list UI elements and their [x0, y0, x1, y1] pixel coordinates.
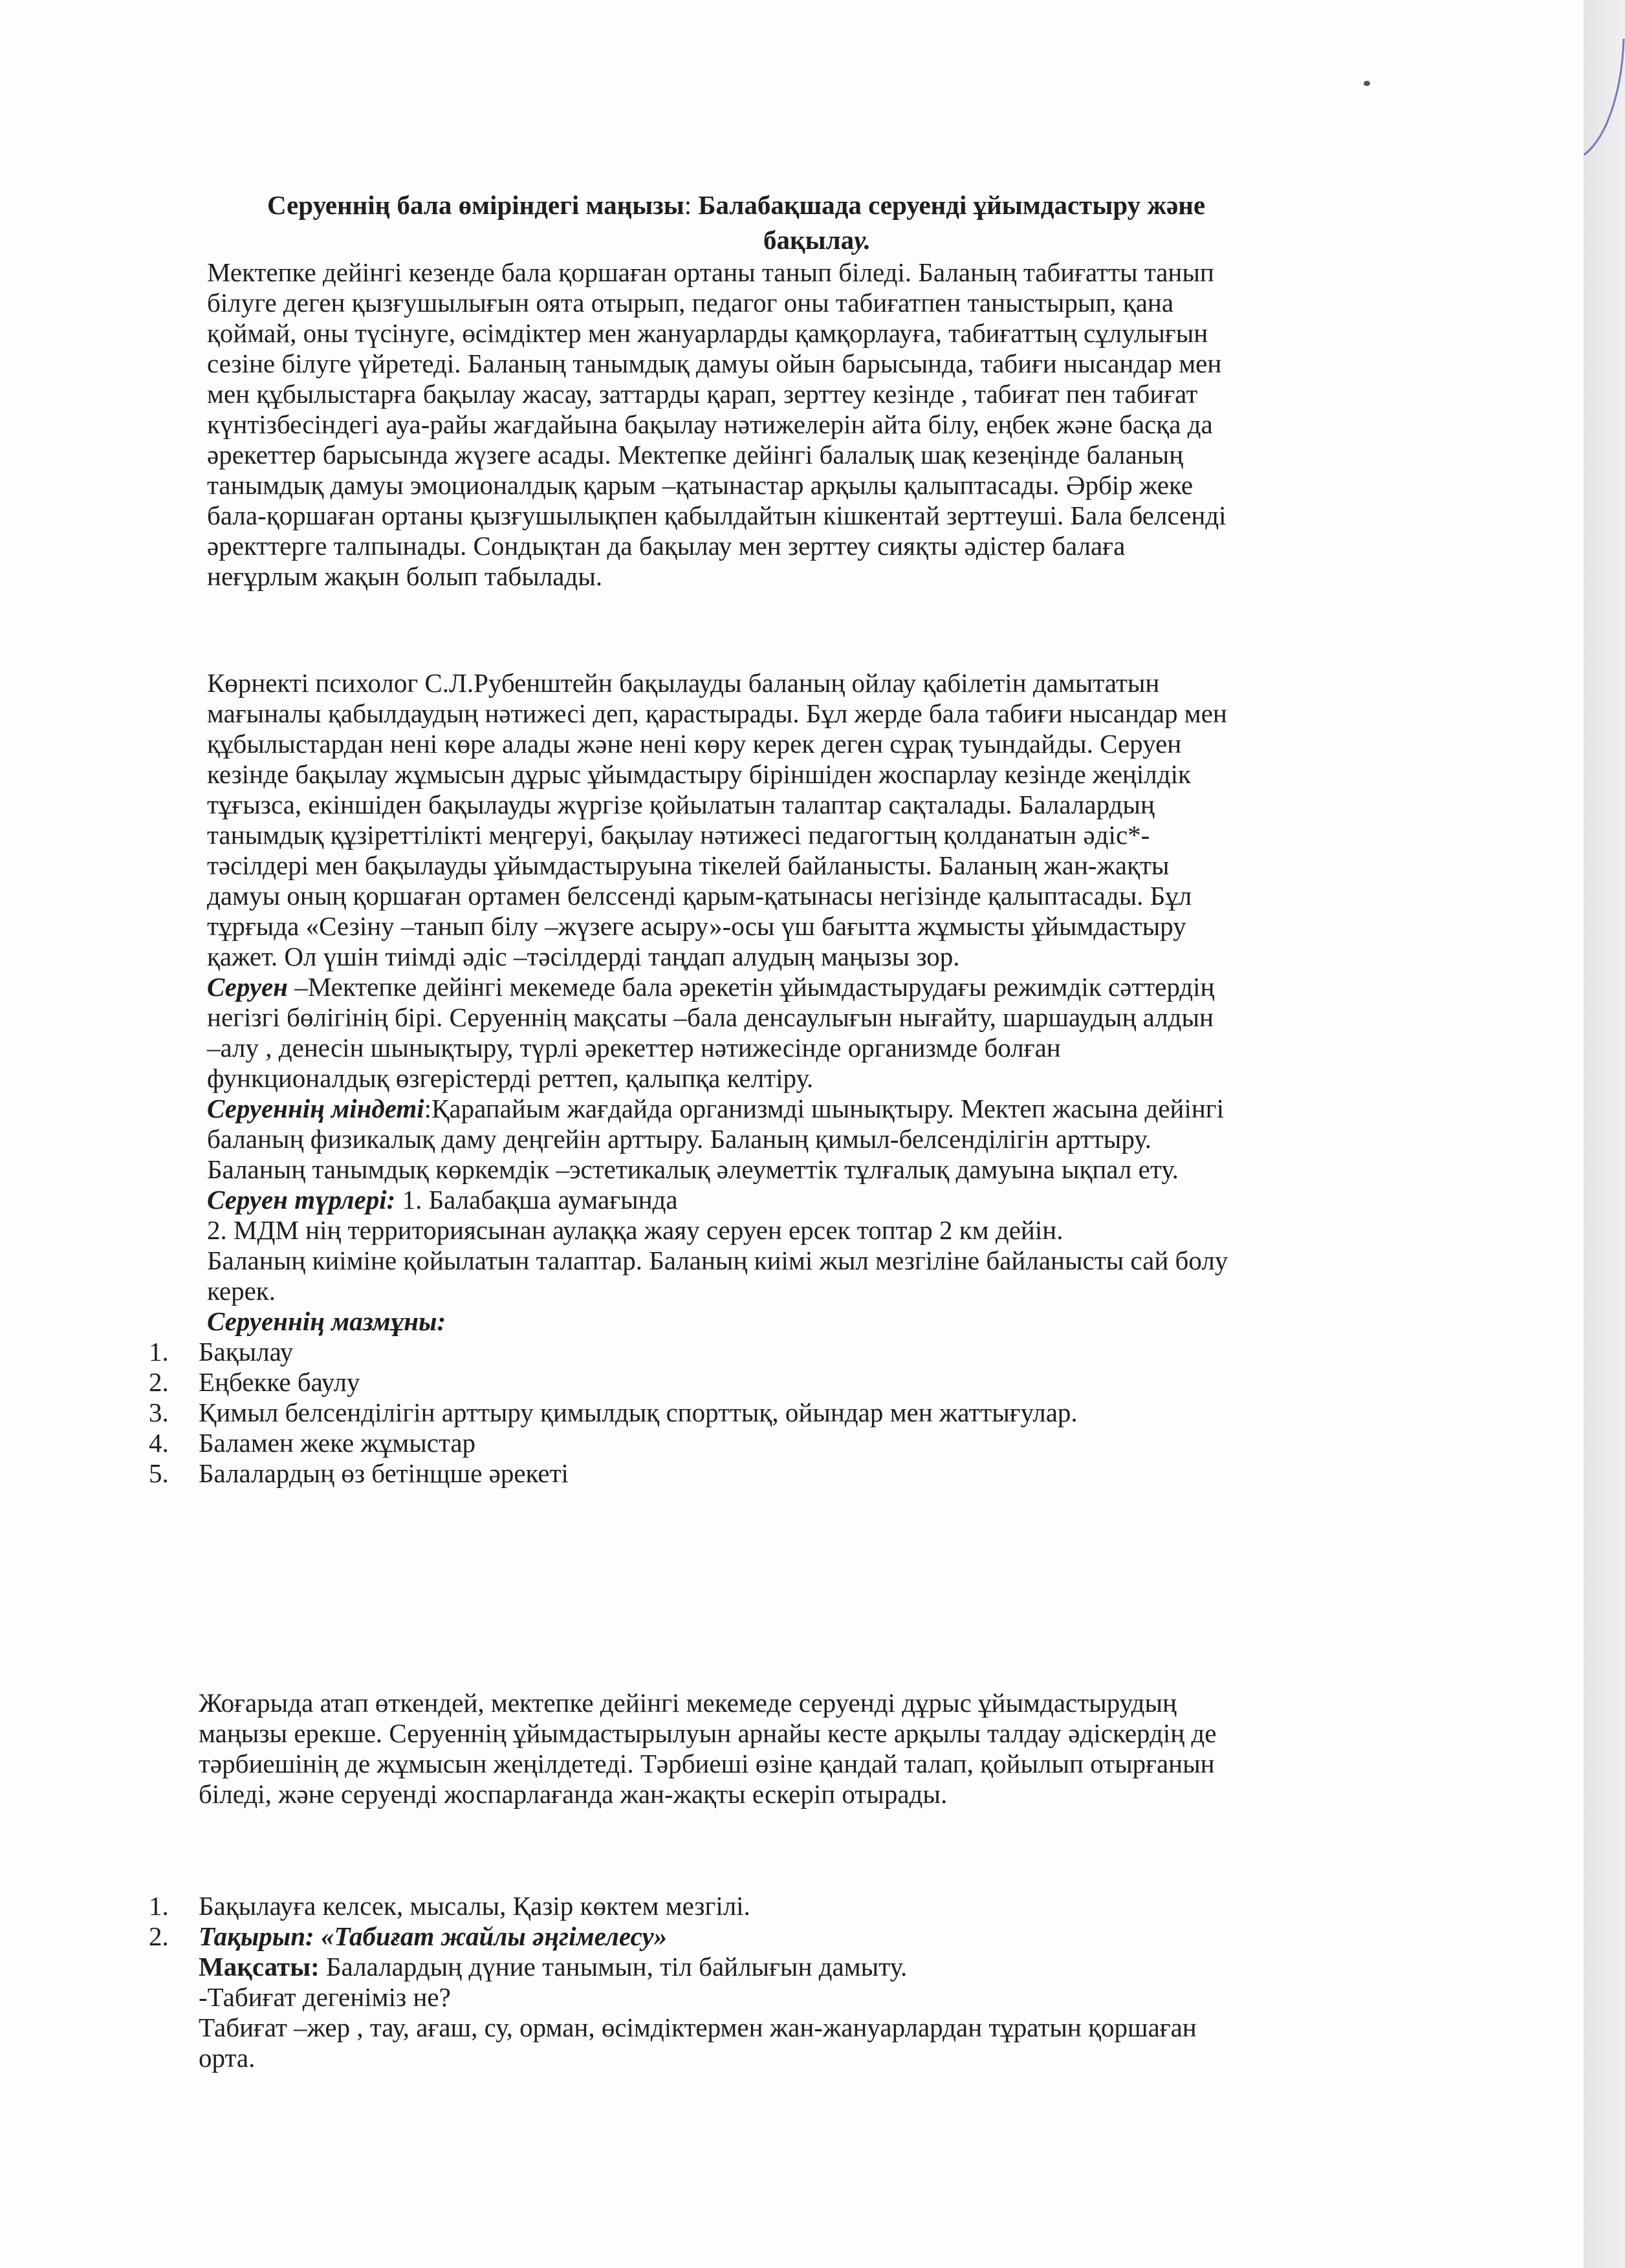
text-line: танымдық дамуы эмоционалдық қарым –қатынастар арқылы қалыптасады. Әрбір жеке — [207, 470, 1194, 500]
lesson-question: -Табиғат дегеніміз не? — [199, 1982, 451, 2012]
list-text: Бақылау — [199, 1337, 294, 1366]
text-line — [207, 1185, 678, 1215]
title-part: Балабақшада серуенді ұйымдастыру және — [692, 190, 1206, 220]
text-line: баланың физикалық даму деңгейін арттыру. Баланың қимыл-белсенділігін арттыру. — [207, 1124, 1151, 1154]
term-label: Серуен түрлері: — [207, 1185, 396, 1215]
scanner-edge — [1584, 0, 1625, 2268]
term-text: 1. Балабақша аумағында — [395, 1185, 678, 1215]
term-label: Серуен — [207, 972, 295, 1002]
text-line: Мектепке дейінгі кезенде бала қоршаған ортаны танып біледі. Баланың табиғатты танып — [207, 257, 1214, 287]
list-text: Қимыл белсенділігін арттыру қимылдық спорттық, ойындар мен жаттығулар. — [199, 1398, 1078, 1427]
list-text: Бақылауға келсек, мысалы, Қазір көктем мезгілі. — [199, 1891, 750, 1921]
text-line — [207, 972, 1214, 1002]
text-line: мен құбылыстарға бақылау жасау, заттарды қарап, зерттеу кезінде , табиғат пен табиғат — [207, 379, 1198, 409]
list-number: 4. — [149, 1428, 169, 1458]
list-number: 1. — [149, 1891, 169, 1921]
text-line: құбылыстардан нені көре алады және нені көру керек деген сұрақ туындайды. Серуен — [207, 729, 1182, 759]
text-line: тұғызса, екіншіден бақылауды жүргізе қойылатын талаптар сақталады. Балалардың — [207, 790, 1155, 819]
text-line: функционалдық өзгерістерді реттеп, қалыпқа келтіру. — [207, 1063, 814, 1093]
title-part: Серуеннің бала өміріндегі маңызы — [267, 190, 684, 220]
text-line: 2. МДМ нің территориясынан аулаққа жаяу серуен ерсек топтар 2 км дейін. — [207, 1215, 1063, 1245]
text-line: Баланың киіміне қойылатын талаптар. Баланың киімі жыл мезгіліне байланысты сай болу — [207, 1246, 1228, 1275]
list-text: Еңбекке баулу — [199, 1367, 360, 1397]
title-line-2 — [763, 225, 871, 255]
title-colon: : — [684, 190, 692, 220]
list-number: 3. — [149, 1398, 169, 1427]
goal-label: Мақсаты: — [199, 1952, 320, 1982]
lesson-answer: орта. — [199, 2043, 256, 2073]
term-text: :Қарапайым жағдайда организмді шынықтыру. Мектеп жасына дейінгі — [424, 1094, 1225, 1123]
text-line: кезінде бақылау жұмысын дұрыс ұйымдастыру біріншіден жоспарлау кезінде жеңілдік — [207, 759, 1191, 789]
text-line: сезіне білуге үйретеді. Баланың танымдық дамуы ойын барысында, табиғи нысандар мен — [207, 349, 1222, 378]
pen-mark — [1584, 39, 1625, 155]
text-line: Баланың танымдық көркемдік –эстетикалық әлеуметтік тұлғалық дамуына ықпал ету. — [207, 1154, 1179, 1184]
lesson-goal — [199, 1952, 907, 1982]
text-line: әрекеттер барысында жүзеге асады. Мектепке дейінгі балалық шақ кезеңінде баланың — [207, 440, 1184, 470]
text-line: бала-қоршаған ортаны қызғушылықпен қабылдайтын кішкентай зерттеуші. Бала белсенді — [207, 501, 1227, 530]
text-line: тәрбиешінің де жұмысын жеңілдетеді. Тәрбиеші өзіне қандай талап, қойылып отырғанын — [199, 1749, 1215, 1778]
text-line: Көрнекті психолог С.Л.Рубенштейн бақылауды баланың ойлау қабілетін дамытатын — [207, 668, 1160, 698]
text-line: танымдық құзіреттілікті меңгеруі, бақылау нәтижесі педагогтың қолданатын әдіс*- — [207, 820, 1150, 850]
text-line: тәсілдері мен бақылауды ұйымдастыруына тікелей байланысты. Баланың жан-жақты — [207, 850, 1170, 880]
text-line: біледі, және серуенді жоспарлағанда жан-жақты ескеріп отырады. — [199, 1779, 948, 1809]
term-text: –Мектепке дейінгі мекемеде бала әрекетін ұйымдастырудағы режимдік сәттердің — [294, 972, 1215, 1002]
text-line — [207, 1094, 1224, 1124]
text-line: тұрғыда «Сезіну –танып білу –жүзеге асыру»-осы үш бағытта жұмысты ұйымдастыру — [207, 911, 1186, 941]
lesson-topic: Тақырып: «Табиғат жайлы әңгімелесу» — [199, 1921, 668, 1951]
lesson-answer: Табиғат –жер , тау, ағаш, су, орман, өсімдіктермен жан-жануарлардан тұратын қоршаған — [199, 2013, 1197, 2042]
list-number: 5. — [149, 1458, 169, 1488]
text-line: неғұрлым жақын болып табылады. — [207, 561, 603, 591]
text-line: білуге деген қызғушылығын оята отырып, педагог оны табиғатпен таныстырып, қана — [207, 288, 1174, 318]
speck — [1364, 81, 1370, 86]
text-line: күнтізбесіндегі ауа-райы жағдайына бақылау нәтижелерін айта білу, еңбек және басқа да — [207, 409, 1213, 439]
text-line: Жоғарыда атап өткендей, мектепке дейінгі мекемеде серуенді дұрыс ұйымдастырудың — [199, 1688, 1177, 1718]
text-line: маңызы ерекше. Серуеннің ұйымдастырылуын арнайы кесте арқылы талдау әдіскердің де — [199, 1718, 1217, 1748]
goal-text: Балалардың дүние танымын, тіл байлығын дамыту. — [319, 1952, 908, 1982]
text-line: –алу , денесін шынықтыру, түрлі әрекеттер нәтижесінде организмде болған — [207, 1033, 1061, 1063]
list-number: 1. — [149, 1337, 169, 1366]
list-text: Баламен жеке жұмыстар — [199, 1428, 476, 1458]
text-line: керек. — [207, 1276, 276, 1306]
text-line: мағыналы қабылдаудың нәтижесі деп, қарастырады. Бұл жерде бала табиғи нысандар мен — [207, 698, 1227, 728]
text-line: қажет. Ол үшін тиімді әдіс –тәсілдерді таңдап алудың маңызы зор. — [207, 942, 960, 971]
section-heading: Серуеннің мазмұны: — [207, 1306, 446, 1336]
text-line: дамуы оның қоршаған ортамен белссенді қарым-қатынасы негізінде қалыптасады. Бұл — [207, 881, 1192, 911]
text-line: негізгі бөлігінің бірі. Серуеннің мақсаты –бала денсаулығын нығайту, шаршаудың алдын — [207, 1002, 1214, 1032]
text-line: қоймай, оны түсінуге, өсімдіктер мен жануарларды қамқорлауға, табиғаттың сұлулығын — [207, 318, 1208, 348]
title-part: бақыла — [763, 225, 855, 255]
list-number: 2. — [149, 1367, 169, 1397]
text-line: әректтерге талпынады. Сондықтан да бақылау мен зерттеу сияқты әдістер балаға — [207, 531, 1126, 561]
list-number: 2. — [149, 1921, 169, 1951]
title-line-1 — [267, 190, 1205, 221]
term-label: Серуеннің міндеті — [207, 1094, 424, 1123]
list-text: Балалардың өз бетінщше әрекеті — [199, 1458, 569, 1488]
title-part: у. — [854, 225, 871, 255]
